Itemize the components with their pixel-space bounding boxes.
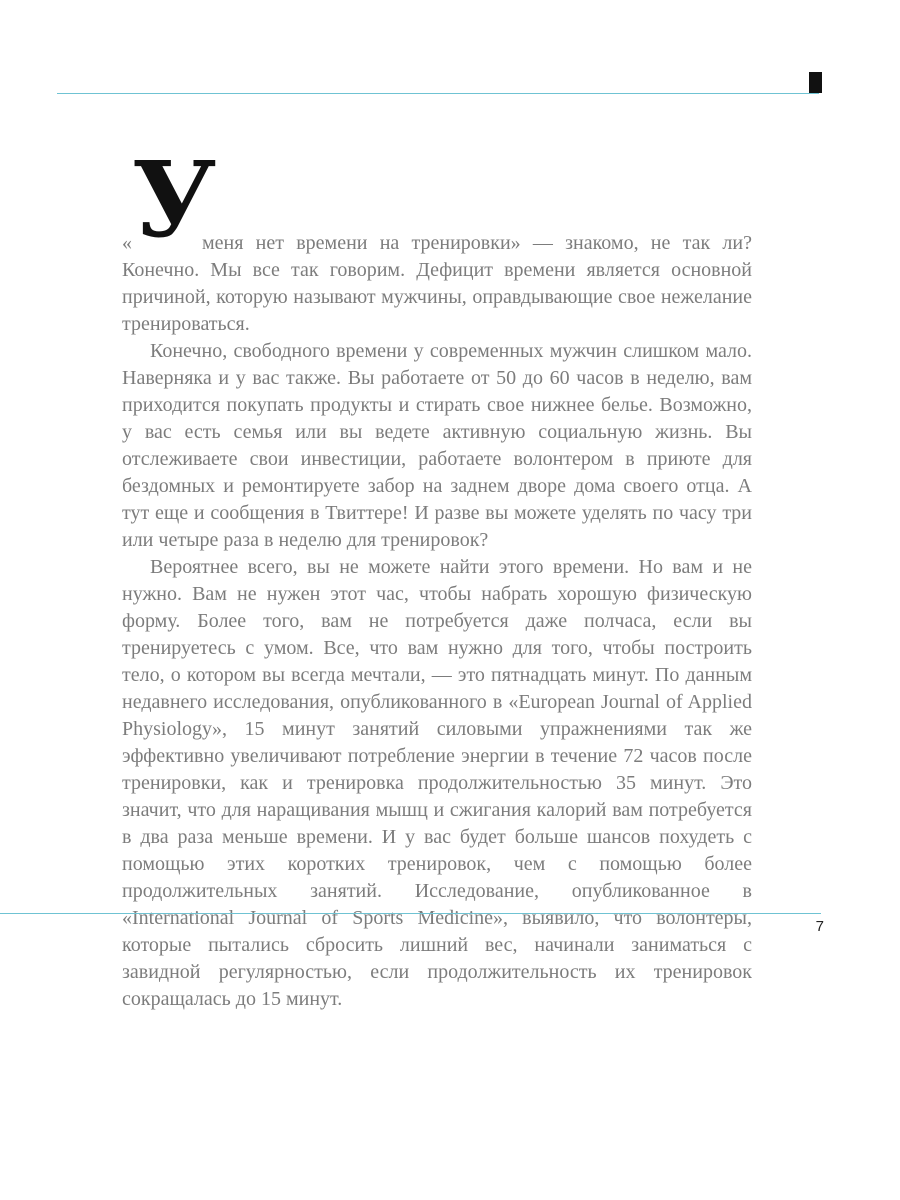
footer-rule: [0, 913, 821, 914]
header-corner-mark: [809, 72, 822, 93]
paragraph-2: Конечно, свободного времени у современных мужчин слишком мало. Наверняка и у вас также. Вы работаете от 50 до 60 часов в неделю, вам приходится покупать продукты и стирать свое нижнее белье. Возможно, у вас есть семья или вы ведете активную социальную жизнь. Вы отслеживаете свои инвестиции, работаете волонтером в приюте для бездомных и ремонтируете забор на заднем дворе дома своего отца. А тут еще и сообщения в Твиттере! И разве вы можете уделять по часу три или четыре раза в неделю для тренировок?: [122, 340, 752, 551]
paragraph-1-text: меня нет времени на тренировки» — знакомо, не так ли? Конечно. Мы все так говорим. Дефицит времени является основной причиной, которую называют мужчины, оправдывающие свое нежелание тренироваться.: [122, 232, 752, 335]
header-rule: [57, 93, 819, 94]
paragraph-1: [122, 166, 752, 338]
drop-cap: У: [132, 138, 217, 261]
article-body: [122, 166, 752, 1013]
paragraph-3: Вероятнее всего, вы не можете найти этого времени. Но вам и не нужно. Вам не нужен этот час, чтобы набрать хорошую физическую форму. Более того, вам не потребуется даже полчаса, если вы тренируетесь с умом. Все, что вам нужно для того, чтобы построить тело, о котором вы всегда мечтали, — это пятнадцать минут. По данным недавнего исследования, опубликованного в «European Journal of Applied Physiology», 15 минут занятий силовыми упражнениями так же эффективно увеличивают потребление энергии в течение 72 часов после тренировки, как и тренировка продолжительностью 35 минут. Это значит, что для наращивания мышц и сжигания калорий вам потребуется в два раза меньше времени. И у вас будет больше шансов похудеть с помощью этих коротких тренировок, чем с помощью более продолжительных занятий. Исследование, опубликованное в «International Journal of Sports Medicine», выявило, что волонтеры, которые пытались сбросить лишний вес, начинали заниматься с завидной регулярностью, если продолжительность их тренировок сокращалась до 15 минут.: [122, 556, 752, 1010]
opening-quote: «: [122, 232, 132, 254]
page-number: 7: [815, 918, 824, 935]
